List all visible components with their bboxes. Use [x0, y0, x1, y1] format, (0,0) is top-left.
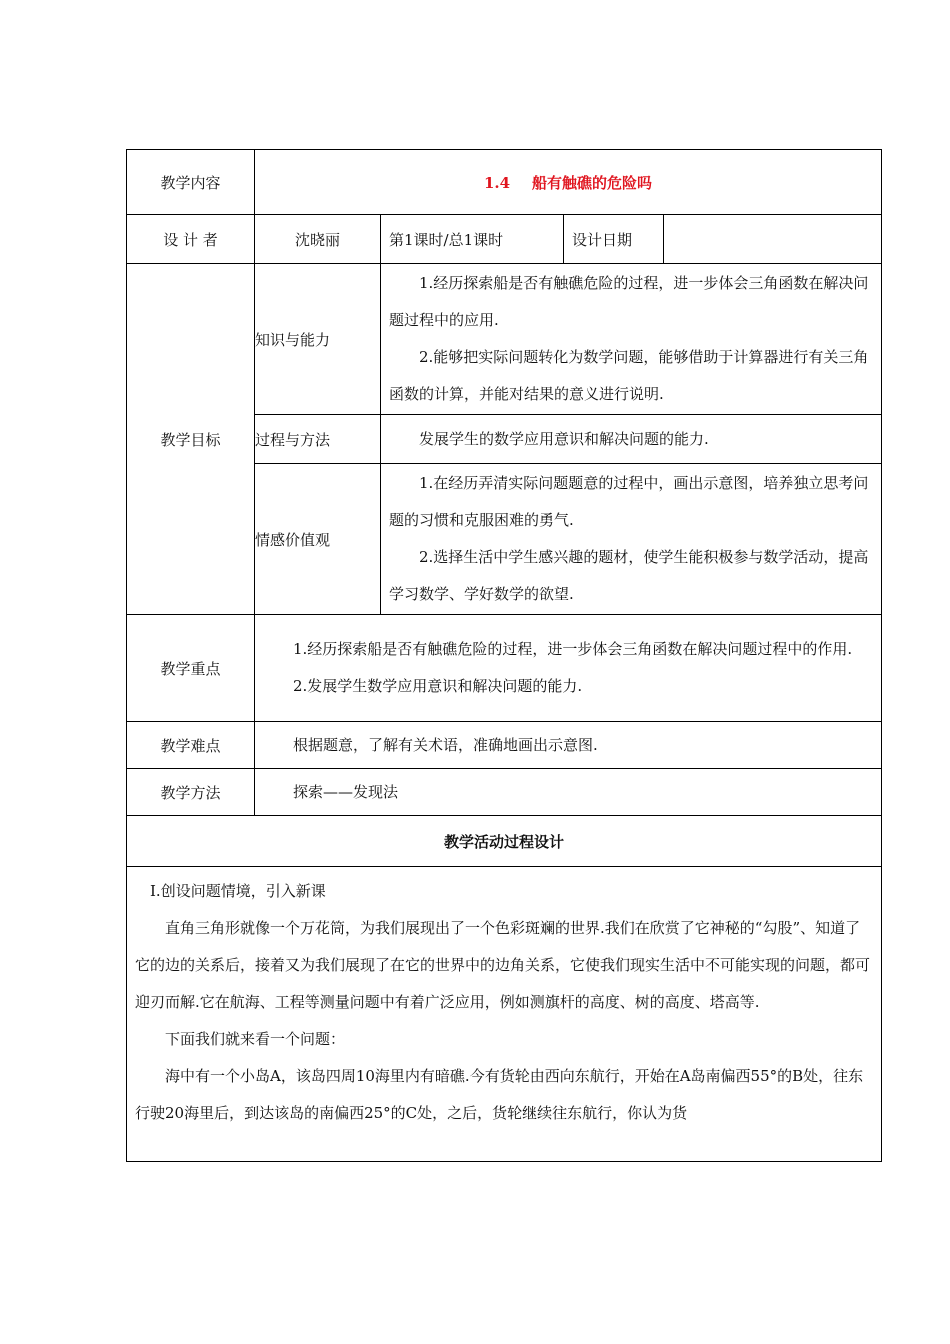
- activity-heading: 教学活动过程设计: [127, 816, 882, 867]
- content-label: 教学内容: [127, 150, 255, 215]
- lesson-plan-table: [126, 149, 882, 1162]
- emotion-text: [381, 464, 882, 615]
- lesson-title-cell: [255, 150, 882, 215]
- activity-heading-row: [127, 816, 882, 867]
- lesson-title: 船有触礁的危险吗: [532, 173, 653, 192]
- knowledge-item: 1.经历探索船是否有触礁危险的过程，进一步体会三角函数在解决问题过程中的应用.: [389, 274, 869, 329]
- emotion-label: 情感价值观: [255, 464, 381, 615]
- difficulty-text: 根据题意，了解有关术语，准确地画出示意图.: [293, 735, 598, 754]
- knowledge-item: 2.能够把实际问题转化为数学问题，能够借助于计算器进行有关三角函数的计算，并能对结果的意义进行说明.: [389, 348, 869, 403]
- activity-content: [127, 867, 882, 1162]
- key-points-text: [255, 615, 882, 722]
- session-info: 第1课时/总1课时: [381, 215, 564, 264]
- knowledge-text: [381, 264, 882, 415]
- lesson-number: 1.4: [483, 173, 511, 192]
- difficulty-row: [127, 722, 882, 769]
- activity-paragraph: 海中有一个小岛A，该岛四周10海里内有暗礁.今有货轮由西向东航行，开始在A岛南偏西55°的B处，往东行驶20海里后，到达该岛的南偏西25°的C处，之后，货轮继续往东航行，你认为货: [135, 1067, 864, 1122]
- method-cell: [255, 769, 882, 816]
- lesson-plan-page: [126, 149, 881, 1162]
- process-text: [381, 415, 882, 464]
- key-point-item: 1.经历探索船是否有触礁危险的过程，进一步体会三角函数在解决问题过程中的作用.: [293, 640, 853, 658]
- key-point-item: 2.发展学生数学应用意识和解决问题的能力.: [293, 677, 583, 695]
- activity-paragraph: 下面我们就来看一个问题：: [165, 1030, 346, 1048]
- activity-row: [127, 867, 882, 1162]
- activity-paragraph: 直角三角形就像一个万花筒，为我们展现出了一个色彩斑斓的世界.我们在欣赏了它神秘的“勾股”、知道了它的边的关系后，接着又为我们展现了在它的世界中的边角关系，它使我们现实生活中不可能实现的问题，都可迎刃而解.它在航海、工程等测量问题中有着广泛应用，例如测旗杆的高度、树的高度、塔高等.: [135, 919, 871, 1011]
- method-row: [127, 769, 882, 816]
- header-row: [127, 150, 882, 215]
- method-text: 探索——发现法: [293, 782, 399, 801]
- process-item: 发展学生的数学应用意识和解决问题的能力.: [419, 429, 709, 448]
- difficulty-label: 教学难点: [127, 722, 255, 769]
- key-points-row: [127, 615, 882, 722]
- key-points-label: 教学重点: [127, 615, 255, 722]
- activity-step-1: Ⅰ.创设问题情境，引入新课: [150, 882, 326, 900]
- date-value: [664, 215, 882, 264]
- designer-name: 沈晓丽: [255, 215, 381, 264]
- knowledge-row: [127, 264, 882, 415]
- difficulty-cell: [255, 722, 882, 769]
- designer-label: 设 计 者: [127, 215, 255, 264]
- process-label: 过程与方法: [255, 415, 381, 464]
- objectives-label: 教学目标: [127, 264, 255, 615]
- knowledge-label: 知识与能力: [255, 264, 381, 415]
- emotion-item: 1.在经历弄清实际问题题意的过程中，画出示意图，培养独立思考问题的习惯和克服困难的勇气.: [389, 474, 869, 529]
- method-label: 教学方法: [127, 769, 255, 816]
- date-label: 设计日期: [564, 215, 664, 264]
- emotion-item: 2.选择生活中学生感兴趣的题材，使学生能积极参与数学活动，提高学习数学、学好数学的欲望.: [389, 548, 869, 603]
- designer-row: [127, 215, 882, 264]
